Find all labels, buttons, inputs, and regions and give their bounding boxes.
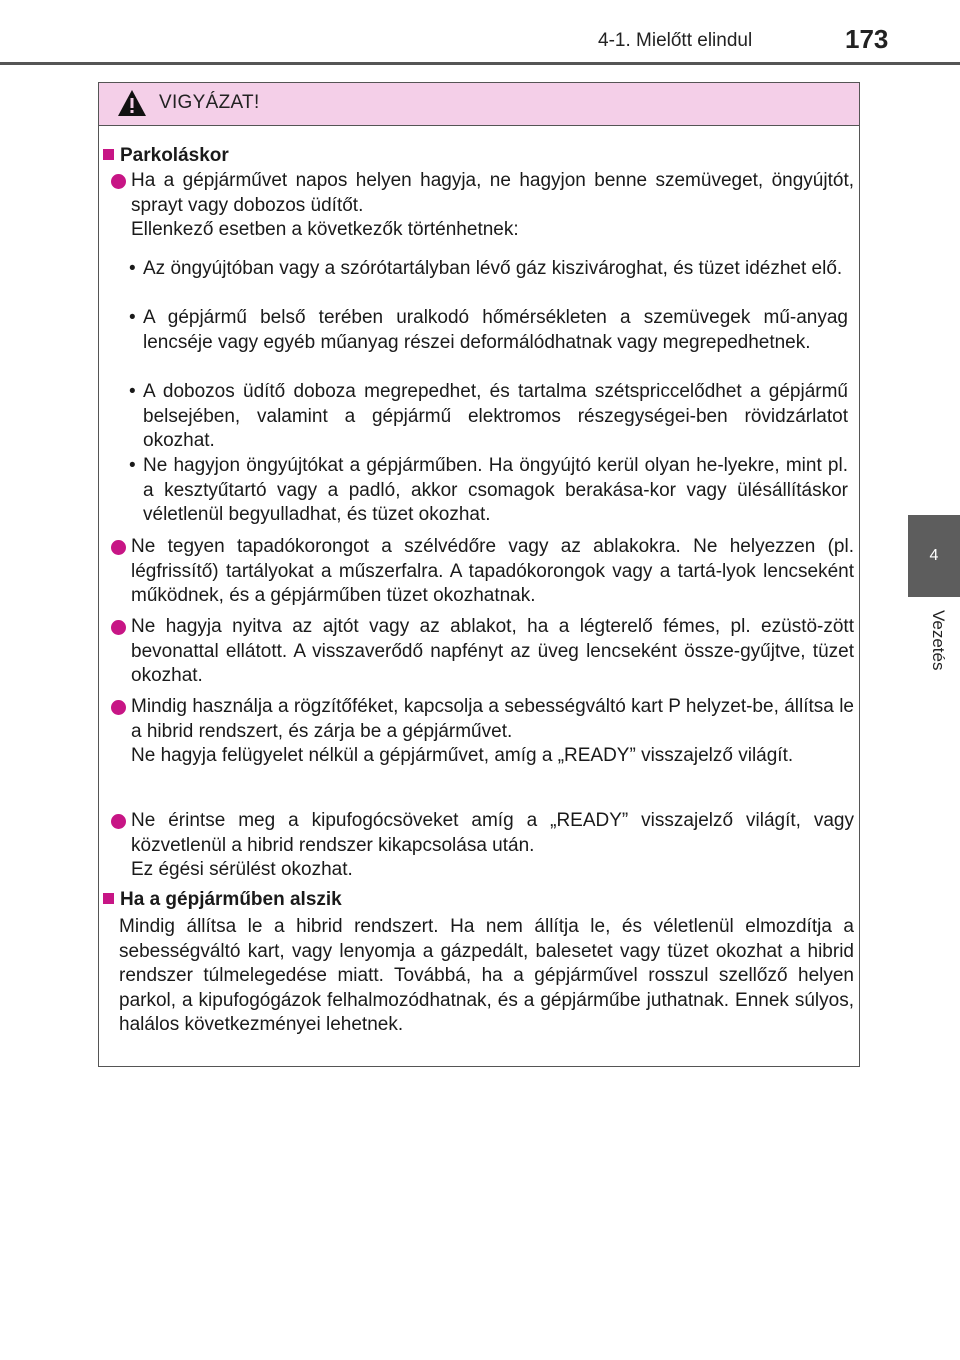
square-bullet-icon <box>103 149 114 160</box>
warning-header <box>99 83 859 126</box>
section-heading-sleeping: Ha a gépjárműben alszik <box>103 889 342 911</box>
warning-title: VIGYÁZAT! <box>159 92 260 113</box>
bullet-text: Ne hagyja nyitva az ajtót vagy az ablakot, ha a légterelő fémes, pl. ezüstö-zött bevonattal ellátott. A visszaverődő napfényt az üveg lencseként össze-gyűjtve, tüzet okozhat. <box>131 616 854 686</box>
bullet-text: Ha a gépjárművet napos helyen hagyja, ne hagyjon benne szemüveget, öngyújtót, sprayt vagy dobozos üdítőt. <box>131 170 854 216</box>
section-title: 4-1. Mielőtt elindul <box>598 30 753 51</box>
sub-item: • A gépjármű belső terében uralkodó hőmérsékleten a szemüvegek mű-anyag lencséje vagy egyéb műanyag részei deformálódhatnak vagy megrepedhetnek. <box>129 307 848 353</box>
bullet-text-line: Ne hagyja felügyelet nélkül a gépjárművet, amíg a „READY” visszajelző világít. <box>131 745 794 766</box>
bullet-dot-icon <box>111 700 126 715</box>
sub-item: • Az öngyújtóban vagy a szórótartályban lévő gáz kiszivároghat, és tüzet idézhet elő. <box>129 258 843 279</box>
bullet-dot-icon <box>111 174 126 189</box>
warning-triangle-icon <box>117 89 147 117</box>
chapter-tab-number: 4 <box>908 515 960 597</box>
warning-box <box>98 82 860 1067</box>
bullet-text: Ne érintse meg a kipufogócsöveket amíg a „READY” visszajelző világít, vagy közvetlenül a hibrid rendszer kikapcsolása után. <box>131 810 854 856</box>
page-number: 173 <box>845 24 889 54</box>
bullet-dot-icon <box>111 814 126 829</box>
bullet-text: Mindig használja a rögzítőféket, kapcsolja a sebességváltó kart P helyzet-be, állítsa le a hibrid rendszert, és zárja be a gépjárművet. <box>131 696 854 742</box>
sub-item: • A dobozos üdítő doboza megrepedhet, és tartalma szétspriccelődhet a gépjármű belsejében, valamint a gépjármű elektromos részegységei-ben rövidzárlatot okozhat. <box>129 381 848 451</box>
bullet-text-line: Ellenkező esetben a következők történhetnek: <box>131 219 519 240</box>
bullet-text-line: Ez égési sérülést okozhat. <box>131 859 353 880</box>
bullet-dot-icon <box>111 540 126 555</box>
bullet-text: Ne tegyen tapadókorongot a szélvédőre vagy az ablakokra. Ne helyezzen (pl. légfrissítő) tartályokat a műszerfalra. A tapadókorongok vagy a tartá-lyok lencseként működnek, és a gépjárműben tüzet okozhatnak. <box>131 536 854 606</box>
square-bullet-icon <box>103 893 114 904</box>
header-divider <box>0 62 960 65</box>
sub-item: • Ne hagyjon öngyújtókat a gépjárműben. Ha öngyújtó kerül olyan he-lyekre, mint pl. a kesztyűtartó vagy a padló, akkor csomagok berakása-kor vagy ülésállításkor véletlenül begyulladhat, és tüzet okozhat. <box>129 455 848 525</box>
section-paragraph: Mindig állítsa le a hibrid rendszert. Ha nem állítja le, és véletlenül elmozdítja a sebességváltó kart, vagy lenyomja a gázpedált, balesetet vagy tüzet okozhat a hibrid rendszer túlmelegedése miatt. Továbbá, ha a gépjárművel rosszul szellőző helyen parkol, a kipufogógázok felhalmozódhatnak, és a gépjárműbe juthatnak. Ennek súlyos, halálos következményei lehetnek. <box>119 916 854 1035</box>
chapter-tab-label: Vezetés <box>929 610 948 671</box>
section-heading-parking: Parkoláskor <box>103 145 229 167</box>
bullet-dot-icon <box>111 620 126 635</box>
